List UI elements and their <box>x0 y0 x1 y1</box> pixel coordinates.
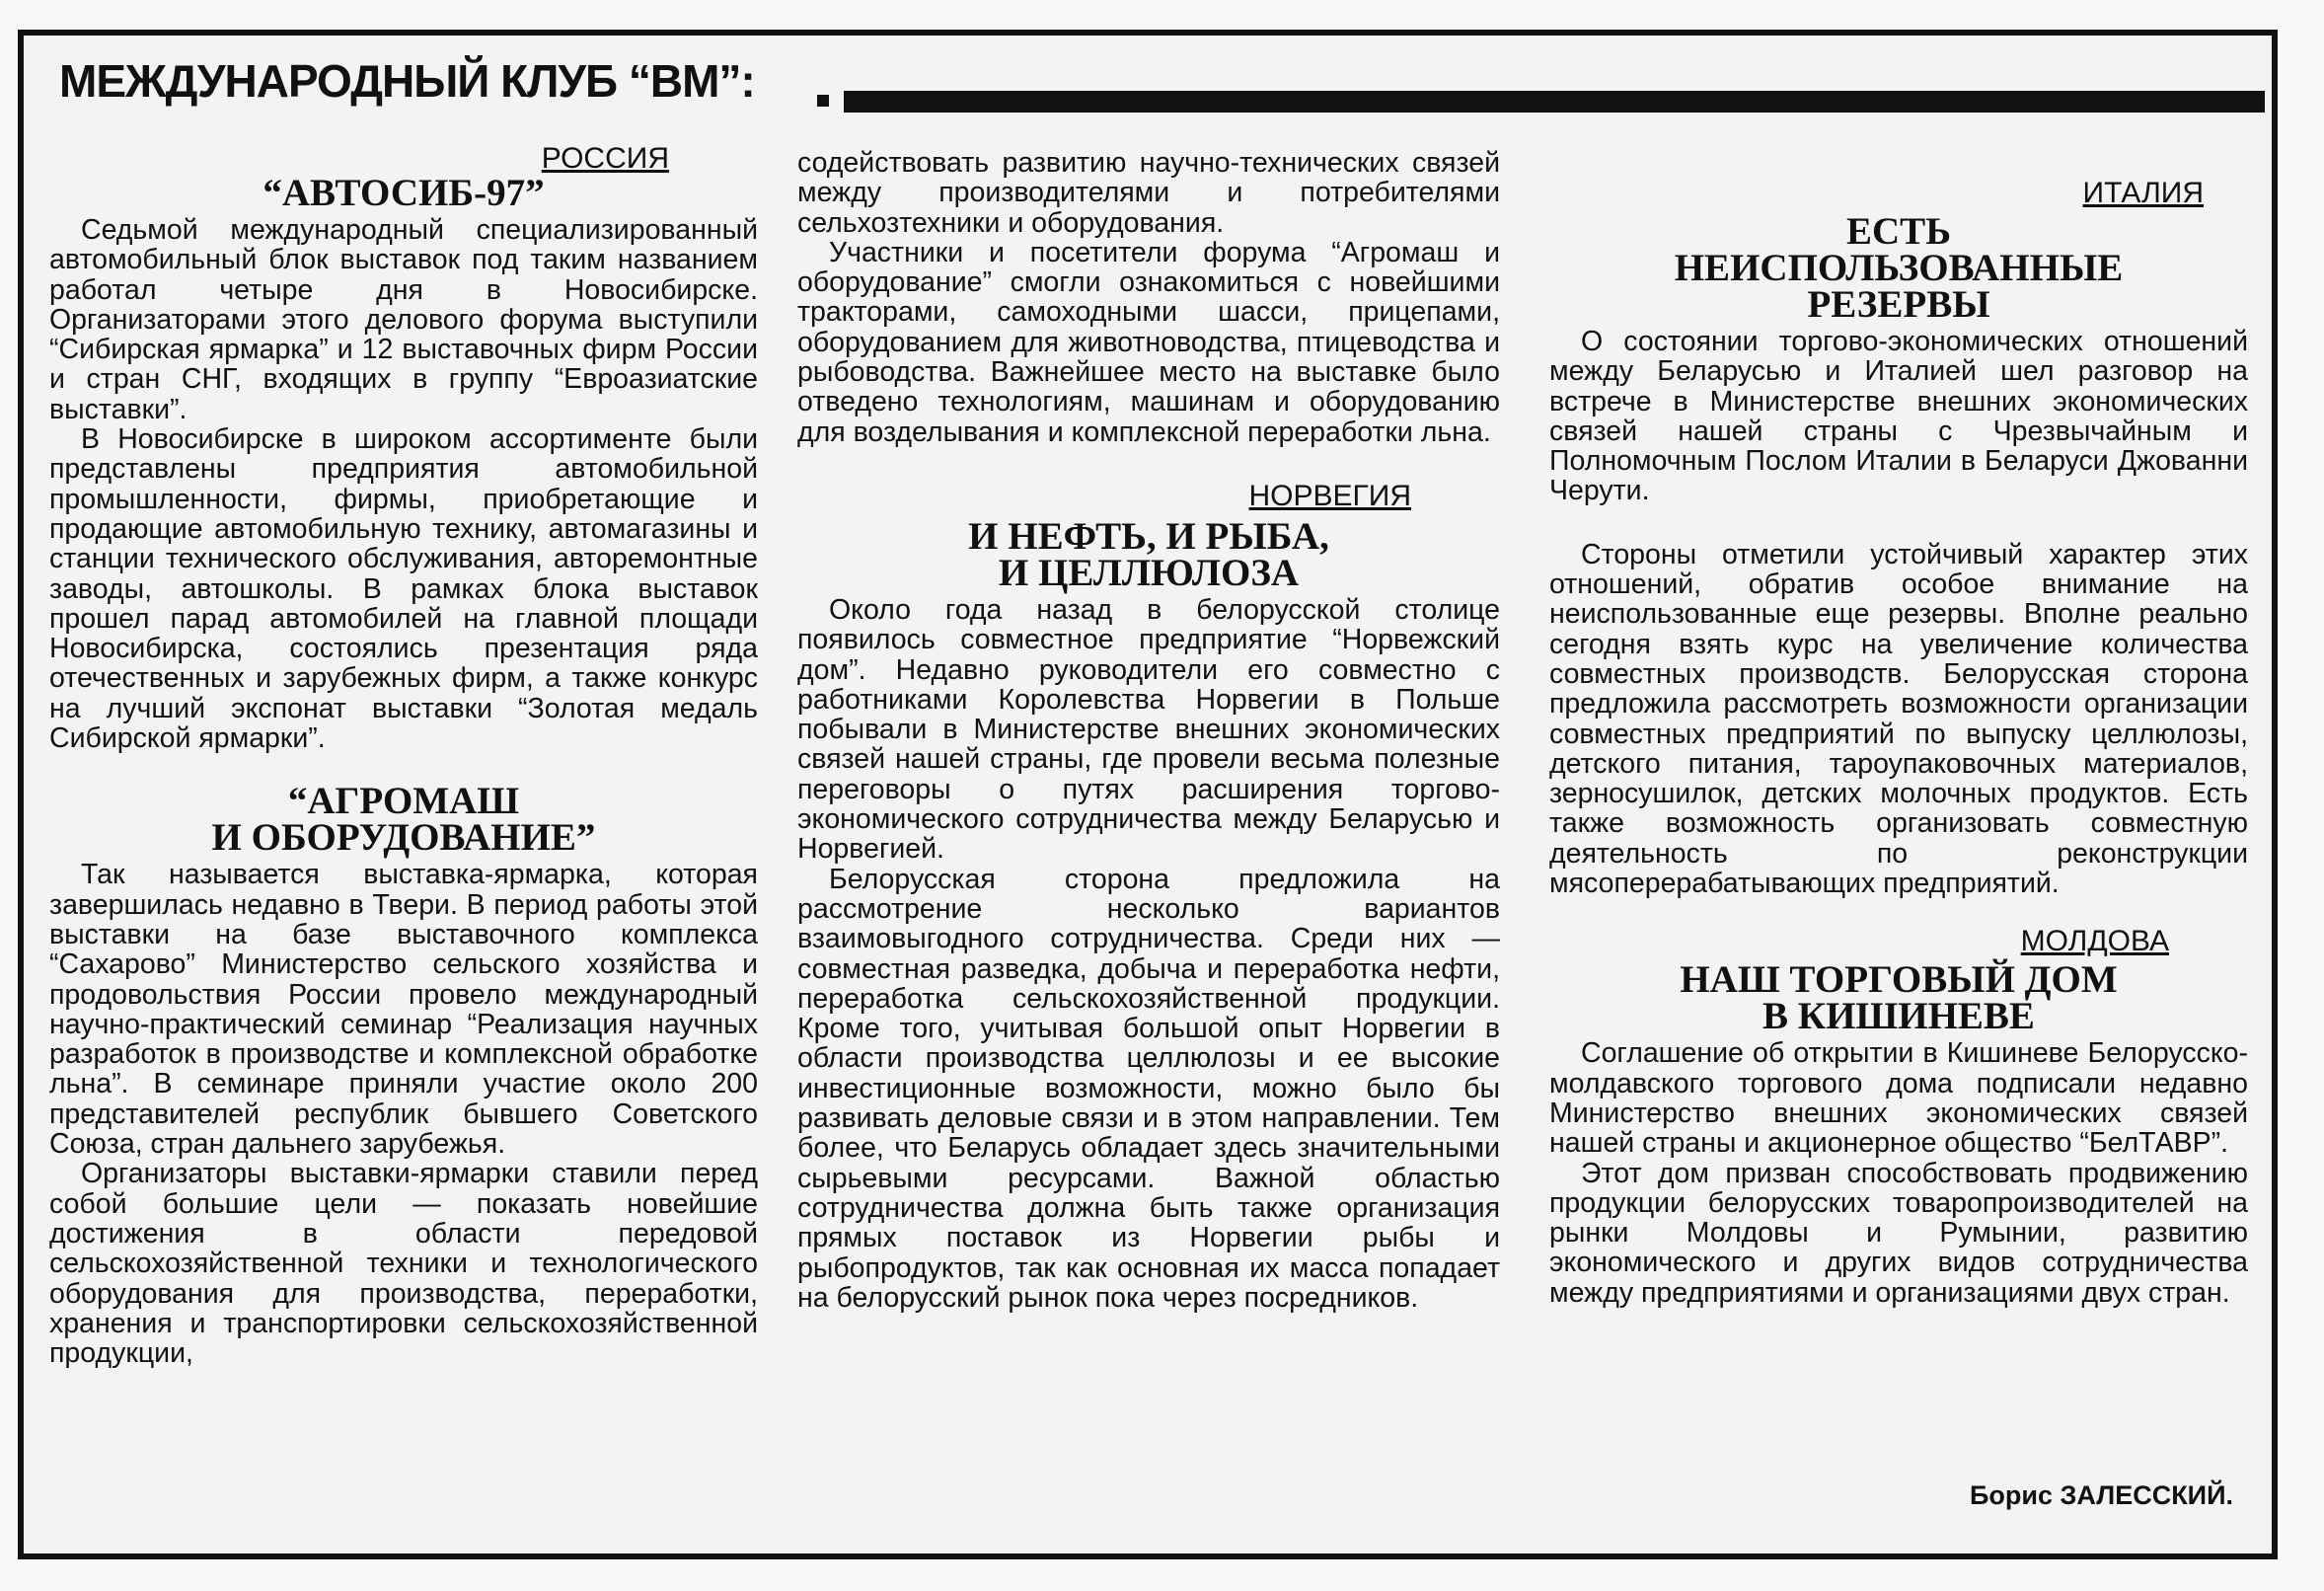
headline-line: РЕЗЕРВЫ <box>1807 283 1990 326</box>
paragraph: Около года назад в белорусской столице появилось совместное предприятие “Норвежский дом”. Недавно руководители его совместно с работниками Королевства Норвегии в Польше побывали в Министерстве внешних экономических связей нашей страны, где провели весьма полезные переговоры о путях расширения торгово-экономического сотрудничества между Беларусью и Норвегией. <box>797 593 1500 866</box>
headline-line: НАШ ТОРГОВЫЙ ДОМ <box>1680 958 2118 1002</box>
headline-oil-fish <box>797 514 1500 594</box>
paragraph: Так называется выставка-ярмарка, которая завершилась недавно в Твери. В период работы этой выставки на базе выставочного комплекса “Сахарово” Министерство сельского хозяйства и продовольствия России провело международный научно-практический семинар “Реализация научных разработок в производстве и комплексной обработке льна”. В семинаре приняли участие около 200 представителей республик бывшего Советского Союза, стран дальнего зарубежья. <box>49 859 758 1161</box>
headline-agromash <box>49 780 758 860</box>
headline-line: И ЦЕЛЛЮЛОЗА <box>998 551 1300 594</box>
headline-autosib: “АВТОСИБ-97” <box>262 172 545 214</box>
masthead-rule <box>844 91 2265 113</box>
headline-line: ЕСТЬ <box>1846 210 1951 253</box>
paragraph: Участники и посетители форума “Агромаш и оборудование” смогли ознакомиться с новейшими тракторами, самоходными шасси, прицепами, оборудованием для животноводства, птицеводства и рыбоводства. Важнейшее место на выставке было отведено технологиям, машинам и оборудованию для возделывания и комплексной переработки льна. <box>797 236 1500 448</box>
paragraph: содействовать развитию научно-технических связей между производителями и потребителями сельхозтехники и оборудования. <box>797 147 1500 239</box>
column-italy-moldova <box>1549 178 2248 1308</box>
author-signature: Борис ЗАЛЕССКИЙ. <box>1970 1480 2233 1510</box>
headline-line: “АГРОМАШ <box>287 780 520 823</box>
masthead-rule-dot <box>817 95 829 107</box>
headline-reserves <box>1549 210 2248 326</box>
paragraph: Этот дом призван способствовать продвижению продукции белорусских товаропроизводителей на рынки Молдовы и Румынии, развитию экономического и других видов сотрудничества между предприятиями и организациями двух стран. <box>1549 1157 2248 1309</box>
headline-line: И ОБОРУДОВАНИЕ” <box>211 816 596 860</box>
headline-line: И НЕФТЬ, И РЫБА, <box>968 514 1329 558</box>
paragraph: Седьмой международный специализированный автомобильный блок выставок под таким названием работал четыре дня в Новосибирске. Организаторами этого делового форума выступили “Сибирская ярмарка” и 12 выставочных фирм России и стран СНГ, входящих в группу “Евроазиатские выставки”. <box>49 214 758 425</box>
paragraph: Соглашение об открытии в Кишиневе Белорусско-молдавского торгового дома подписали недавно Министерство внешних экономических связей нашей страны и акционерное общество “БелТАВР”. <box>1549 1037 2248 1160</box>
masthead: МЕЖДУНАРОДНЫЙ КЛУБ “ВМ”: <box>59 55 755 107</box>
column-russia <box>49 143 758 1368</box>
paragraph: В Новосибирске в широком ассортименте были представлены предприятия автомобильной промышленности, фирмы, приобретающие и продающие автомобильную технику, автомагазины и станции технического обслуживания, авторемонтные заводы, автошколы. В рамках блока выставок прошел парад автомобилей на главной площади Новосибирска, состоялись презентация ряда отечественных и зарубежных фирм, а также конкурс на лучший экспонат выставки “Золотая медаль Сибирской ярмарки”. <box>49 423 758 755</box>
country-label-norway: НОРВЕГИЯ <box>1248 479 1411 512</box>
country-label-italy: ИТАЛИЯ <box>2082 177 2204 209</box>
paragraph: Стороны отметили устойчивый характер этих отношений, обратив особое внимание на неиспользованные еще резервы. Вполне реально сегодня взять курс на увеличение количества совместных производств. Белорусская сторона предложила рассмотреть возможности организации совместных предприятий по выпуску целлюлозы, детского питания, тароупаковочных материалов, зерносушилок, детских молочных продуктов. Есть также возможность организовать совместную деятельность по реконструкции мясоперерабатывающих предприятий. <box>1549 538 2248 900</box>
headline-line: НЕИСПОЛЬЗОВАННЫЕ <box>1674 247 2124 289</box>
headline-trade-house <box>1549 958 2248 1038</box>
country-label-russia: РОССИЯ <box>541 142 669 175</box>
paragraph: Белорусская сторона предложила на рассмотрение несколько вариантов взаимовыгодного сотрудничества. Среди них — совместная разведка, добыча и переработка нефти, переработка сельскохозяйственной продукции. Кроме того, учитывая большой опыт Норвегии в области производства целлюлозы и ее высокие инвестиционные возможности, можно было бы развивать деловые связи и в этом направлении. Тем более, что Беларусь обладает здесь значительными сырьевыми ресурсами. Важной областью сотрудничества должна быть также организация прямых поставок из Норвегии рыбы и рыбопродуктов, так как основная их масса попадает на белорусский рынок пока через посредников. <box>797 863 1500 1314</box>
paragraph: О состоянии торгово-экономических отношений между Беларусью и Италией шел разговор на встрече в Министерстве внешних экономических связей нашей страны с Чрезвычайным и Полномочным Послом Италии в Беларуси Джованни Черути. <box>1549 326 2248 507</box>
column-norway <box>797 148 1500 1313</box>
country-label-moldova: МОЛДОВА <box>2020 925 2169 958</box>
paragraph: Организаторы выставки-ярмарки ставили перед собой большие цели — показать новейшие достижения в области передовой сельскохозяйственной техники и технологического оборудования для производства, переработки, хранения и транспортировки сельскохозяйственной продукции, <box>49 1158 758 1370</box>
headline-line: В КИШИНЕВЕ <box>1762 995 2035 1038</box>
